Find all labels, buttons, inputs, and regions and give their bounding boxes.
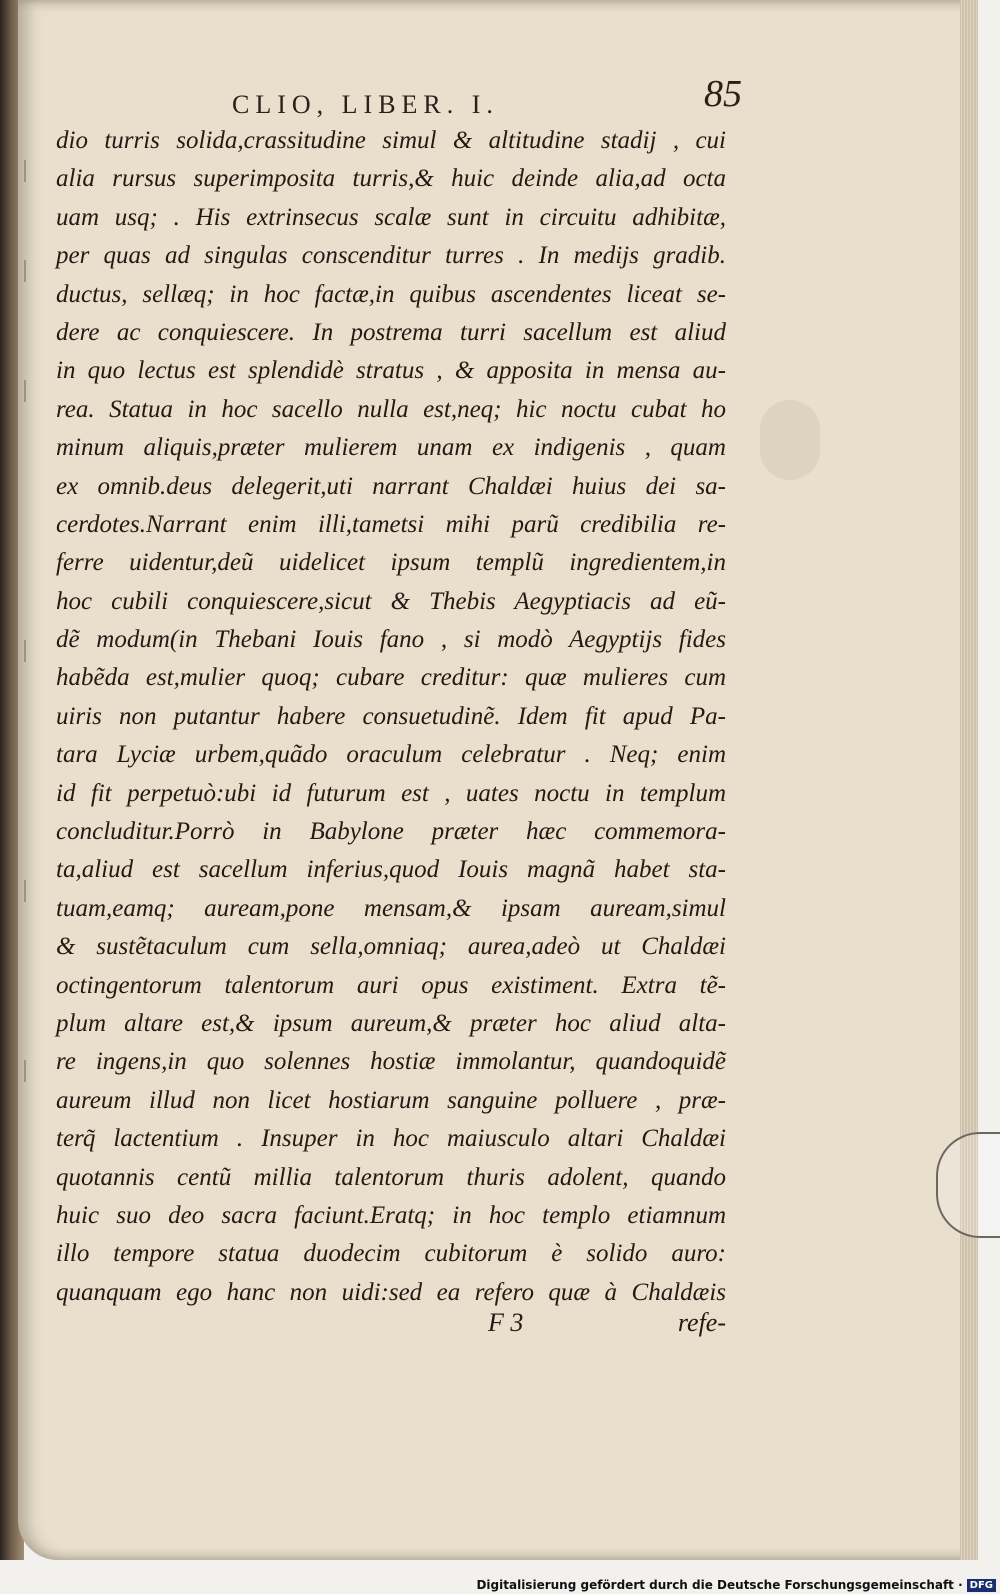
credit-text: Digitalisierung gefördert durch die Deutsche Forschungsgemeinschaft ·	[476, 1578, 963, 1592]
text-line: concluditur.Porrò in Babylone præter hæc commemora-	[56, 818, 726, 846]
text-line: quanquam ego hanc non uidi:sed ea refero quæ à Chaldæis	[56, 1278, 726, 1306]
text-line: octingentorum talentorum auri opus existiment. Extra tẽ-	[56, 971, 726, 999]
page-footer	[56, 1308, 726, 1348]
text-line: uiris non putantur habere consuetudinẽ. Idem fit apud Pa-	[56, 702, 726, 730]
text-line: cerdotes.Narrant enim illi,tametsi mihi parũ credibilia re-	[56, 510, 726, 538]
margin-mark	[24, 260, 36, 282]
dfg-logo: DFG	[967, 1579, 996, 1592]
text-line: id fit perpetuò:ubi id futurum est , uates noctu in templum	[56, 779, 726, 807]
text-line: ex omnib.deus delegerit,uti narrant Chaldæi huius dei sa-	[56, 472, 726, 500]
show-through-stain	[760, 400, 820, 480]
text-line: tuam,eamq; auream,pone mensam,& ipsam auream,simul	[56, 894, 726, 922]
digitization-credit	[476, 1578, 996, 1592]
catchword: refe-	[677, 1308, 726, 1337]
margin-bleed-marks	[24, 120, 48, 1120]
text-line: dẽ modum(in Thebani Iouis fano , si modò Aegyptijs fides	[56, 626, 726, 654]
page-edges	[960, 0, 978, 1560]
folio-number: 85	[704, 73, 742, 115]
body-text	[56, 122, 726, 1312]
text-line: illo tempore statua duodecim cubitorum è solido auro:	[56, 1240, 726, 1268]
margin-mark	[24, 1060, 36, 1082]
text-line: plum altare est,& ipsum aureum,& præter hoc aliud alta-	[56, 1009, 726, 1037]
margin-mark	[24, 380, 36, 402]
signature-mark: F 3	[488, 1308, 524, 1337]
text-line: & sustẽtaculum cum sella,omniaq; aurea,adeò ut Chaldæi	[56, 933, 726, 961]
running-title: CLIO, LIBER. I.	[232, 90, 499, 119]
text-line: tara Lyciæ urbem,quãdo oraculum celebratur . Neq; enim	[56, 741, 726, 769]
text-line: alia rursus superimposita turris,& huic deinde alia,ad octa	[56, 165, 726, 193]
text-line: in quo lectus est splendidè stratus , & apposita in mensa au-	[56, 357, 726, 385]
text-line: dere ac conquiescere. In postrema turri sacellum est aliud	[56, 318, 726, 346]
text-line: aureum illud non licet hostiarum sanguine polluere , præ-	[56, 1086, 726, 1114]
margin-mark	[24, 160, 36, 182]
text-line: ta,aliud est sacellum inferius,quod Iouis magnã habet sta-	[56, 856, 726, 884]
text-line: per quas ad singulas conscenditur turres . In medijs gradib.	[56, 242, 726, 270]
text-line: terq̃ lactentium . Insuper in hoc maiusculo altari Chaldæi	[56, 1125, 726, 1153]
margin-mark	[24, 640, 36, 662]
text-line: rea. Statua in hoc sacello nulla est,neq; hic noctu cubat ho	[56, 395, 726, 423]
text-line: minum aliquis,præter mulierem unam ex indigenis , quam	[56, 434, 726, 462]
text-line: habẽda est,mulier quoq; cubare creditur: quæ mulieres cum	[56, 664, 726, 692]
text-line: re ingens,in quo solennes hostiæ immolantur, quandoquidẽ	[56, 1048, 726, 1076]
text-line: dio turris solida,crassitudine simul & altitudine stadij , cui	[56, 127, 726, 154]
text-line: hoc cubili conquiescere,sicut & Thebis Aegyptiacis ad eũ-	[56, 587, 726, 615]
text-line: ductus, sellæq; in hoc factæ,in quibus ascendentes liceat se-	[56, 280, 726, 308]
text-line: ferre uidentur,deũ uidelicet ipsum templũ ingredientem,in	[56, 549, 726, 577]
margin-mark	[24, 880, 36, 902]
text-line: huic suo deo sacra faciunt.Eratq; in hoc templo etiamnum	[56, 1201, 726, 1229]
text-line: quotannis centũ millia talentorum thuris adolent, quando	[56, 1163, 726, 1191]
text-line: uam usq; . His extrinsecus scalæ sunt in circuitu adhibitæ,	[56, 203, 726, 231]
page-clip	[936, 1132, 1000, 1238]
